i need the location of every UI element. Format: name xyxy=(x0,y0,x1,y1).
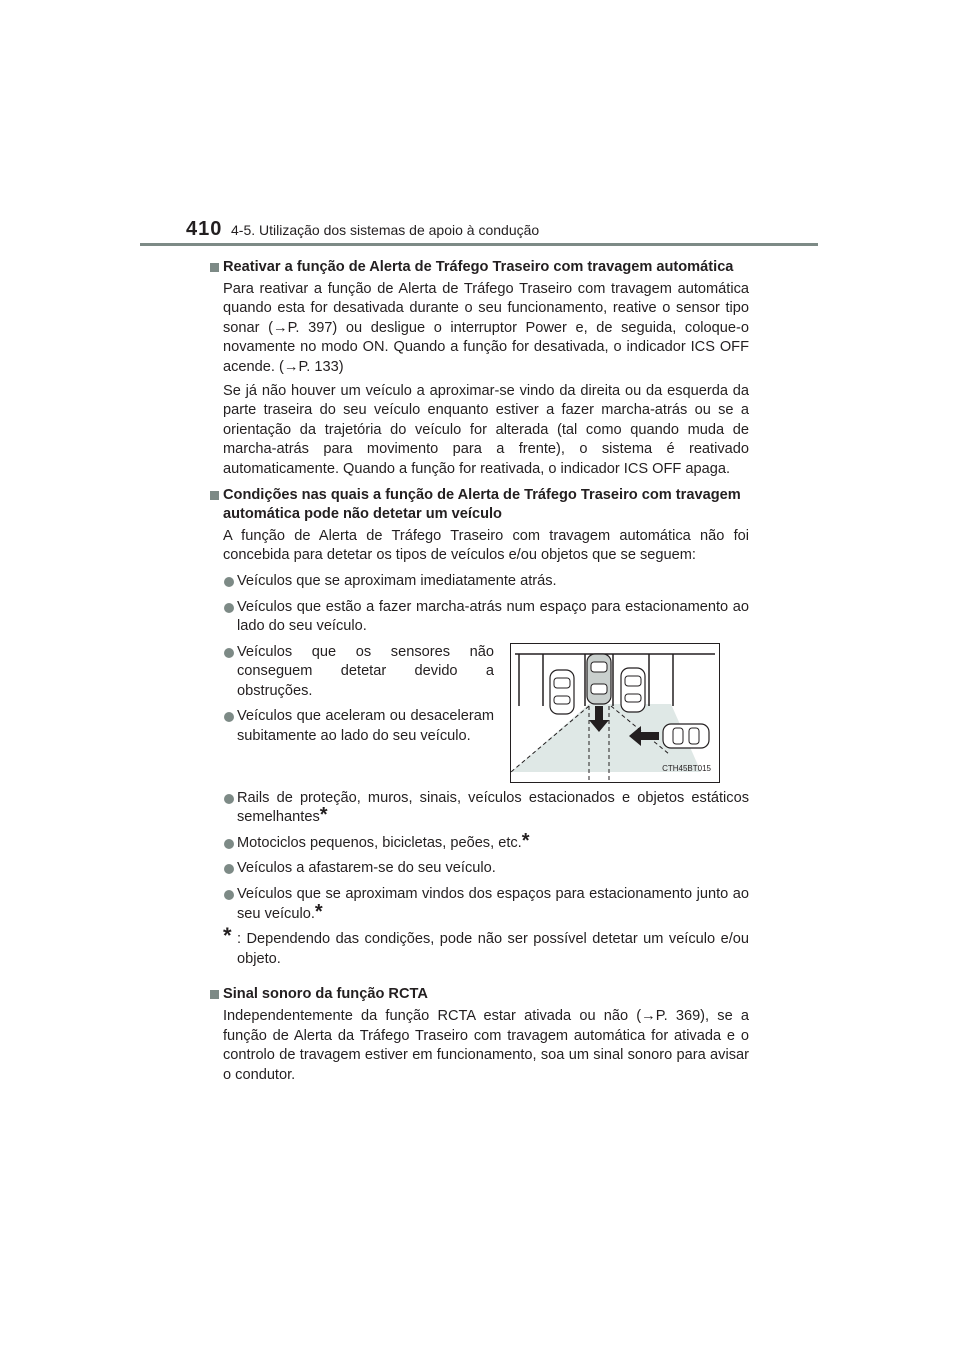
circle-bullet-icon xyxy=(224,577,234,587)
list-item-text: Motociclos pequenos, bicicletas, peões, etc. xyxy=(237,834,522,851)
footnote-marker: * xyxy=(314,900,323,923)
list-item xyxy=(209,707,494,746)
footnote-marker: * xyxy=(521,829,530,852)
square-bullet-icon xyxy=(210,990,219,999)
page-content xyxy=(209,252,749,1085)
figure-row xyxy=(209,637,749,783)
footnote xyxy=(209,923,749,969)
paragraph: Independentemente da função RCTA estar ativada ou não (→P. 369), se a função de Alerta da Tráfego Traseiro com travagem automática for ativada e o controlo de travagem estiver em funcionamento, soa um sinal sonoro para avisar o condutor. xyxy=(223,1008,749,1083)
paragraph: Se já não houver um veículo a aproximar-se vindo da direita ou da esquerda da parte traseira do seu veículo enquanto estiver a fazer marcha-atrás ou se a orientação da trajetória do veículo for alterada (tal como quando muda de marcha-atrás para movimento para a frente), o sistema é reativado automaticamente. Quando a função for reativada, o indicador ICS OFF apaga. xyxy=(223,382,749,477)
bullet-column xyxy=(209,637,494,747)
list-item-text: Veículos que estão a fazer marcha-atrás num espaço para estacionamento ao lado do seu veículo. xyxy=(237,598,749,635)
list-item-text: Veículos que os sensores não conseguem detetar devido a obstruções. xyxy=(237,643,494,699)
header-rule xyxy=(140,243,818,246)
list-item-text: Veículos que se aproximam vindos dos espaços para estacionamento junto ao seu veículo. xyxy=(237,886,749,922)
own-car-icon xyxy=(587,654,611,704)
spacer xyxy=(209,969,749,979)
heading-text: Reativar a função de Alerta de Tráfego Traseiro com travagem automática xyxy=(223,259,734,275)
parked-car-left-icon xyxy=(550,670,574,714)
list-item xyxy=(209,789,749,828)
footnote-text: : Dependendo das condições, pode não ser possível detetar um veículo e/ou objeto. xyxy=(237,931,749,967)
page-number: 410 xyxy=(186,218,223,240)
heading-text: Sinal sonoro da função RCTA xyxy=(223,986,428,1003)
footnote-marker: * xyxy=(319,804,328,827)
section-heading-reactivate xyxy=(209,258,749,278)
list-item-text: Veículos a afastarem-se do seu veículo. xyxy=(237,860,496,877)
paragraph: A função de Alerta de Tráfego Traseiro com travagem automática não foi concebida para detetar os tipos de veículos e/ou objetos que se seguem: xyxy=(223,527,749,564)
circle-bullet-icon xyxy=(224,839,234,849)
figure-code: CTH45BT015 xyxy=(662,764,711,774)
approaching-car-icon xyxy=(663,724,709,748)
circle-bullet-icon xyxy=(224,648,234,658)
list-item xyxy=(209,885,749,924)
list-item xyxy=(209,643,494,702)
list-item-text: Rails de proteção, muros, sinais, veículos estacionados e objetos estáticos semelhantes xyxy=(237,789,749,826)
circle-bullet-icon xyxy=(224,712,234,722)
square-bullet-icon xyxy=(210,263,219,272)
section-heading-conditions xyxy=(209,486,749,525)
list-item xyxy=(209,598,749,637)
circle-bullet-icon xyxy=(224,794,234,804)
circle-bullet-icon xyxy=(224,864,234,874)
circle-bullet-icon xyxy=(224,603,234,613)
parking-illustration xyxy=(510,643,720,783)
parked-car-right-icon xyxy=(621,668,645,712)
list-item xyxy=(209,829,749,854)
square-bullet-icon xyxy=(210,491,219,500)
heading-text: Condições nas quais a função de Alerta de Tráfego Traseiro com travagem automática pode não detetar um veículo xyxy=(223,486,741,523)
list-item-text: Veículos que aceleram ou desaceleram subitamente ao lado do seu veículo. xyxy=(237,708,494,745)
list-item-text: Veículos que se aproximam imediatamente atrás. xyxy=(237,572,557,589)
paragraph: Para reativar a função de Alerta de Tráfego Traseiro com travagem automática quando esta for desativada durante o seu funcionamento, reative o sensor tipo sonar (→P. 397) ou desligue o interruptor Power e, de seguida, coloque-o novamente no modo ON. Quando a função for desativada, o indicador ICS OFF acende. (→P. 133) xyxy=(223,280,749,375)
section-heading-rcta-sound xyxy=(209,985,749,1005)
circle-bullet-icon xyxy=(224,890,234,900)
list-item xyxy=(209,572,749,592)
list-item xyxy=(209,859,749,879)
chapter-title: 4-5. Utilização dos sistemas de apoio à condução xyxy=(231,222,540,238)
footnote-star: * xyxy=(223,923,232,949)
